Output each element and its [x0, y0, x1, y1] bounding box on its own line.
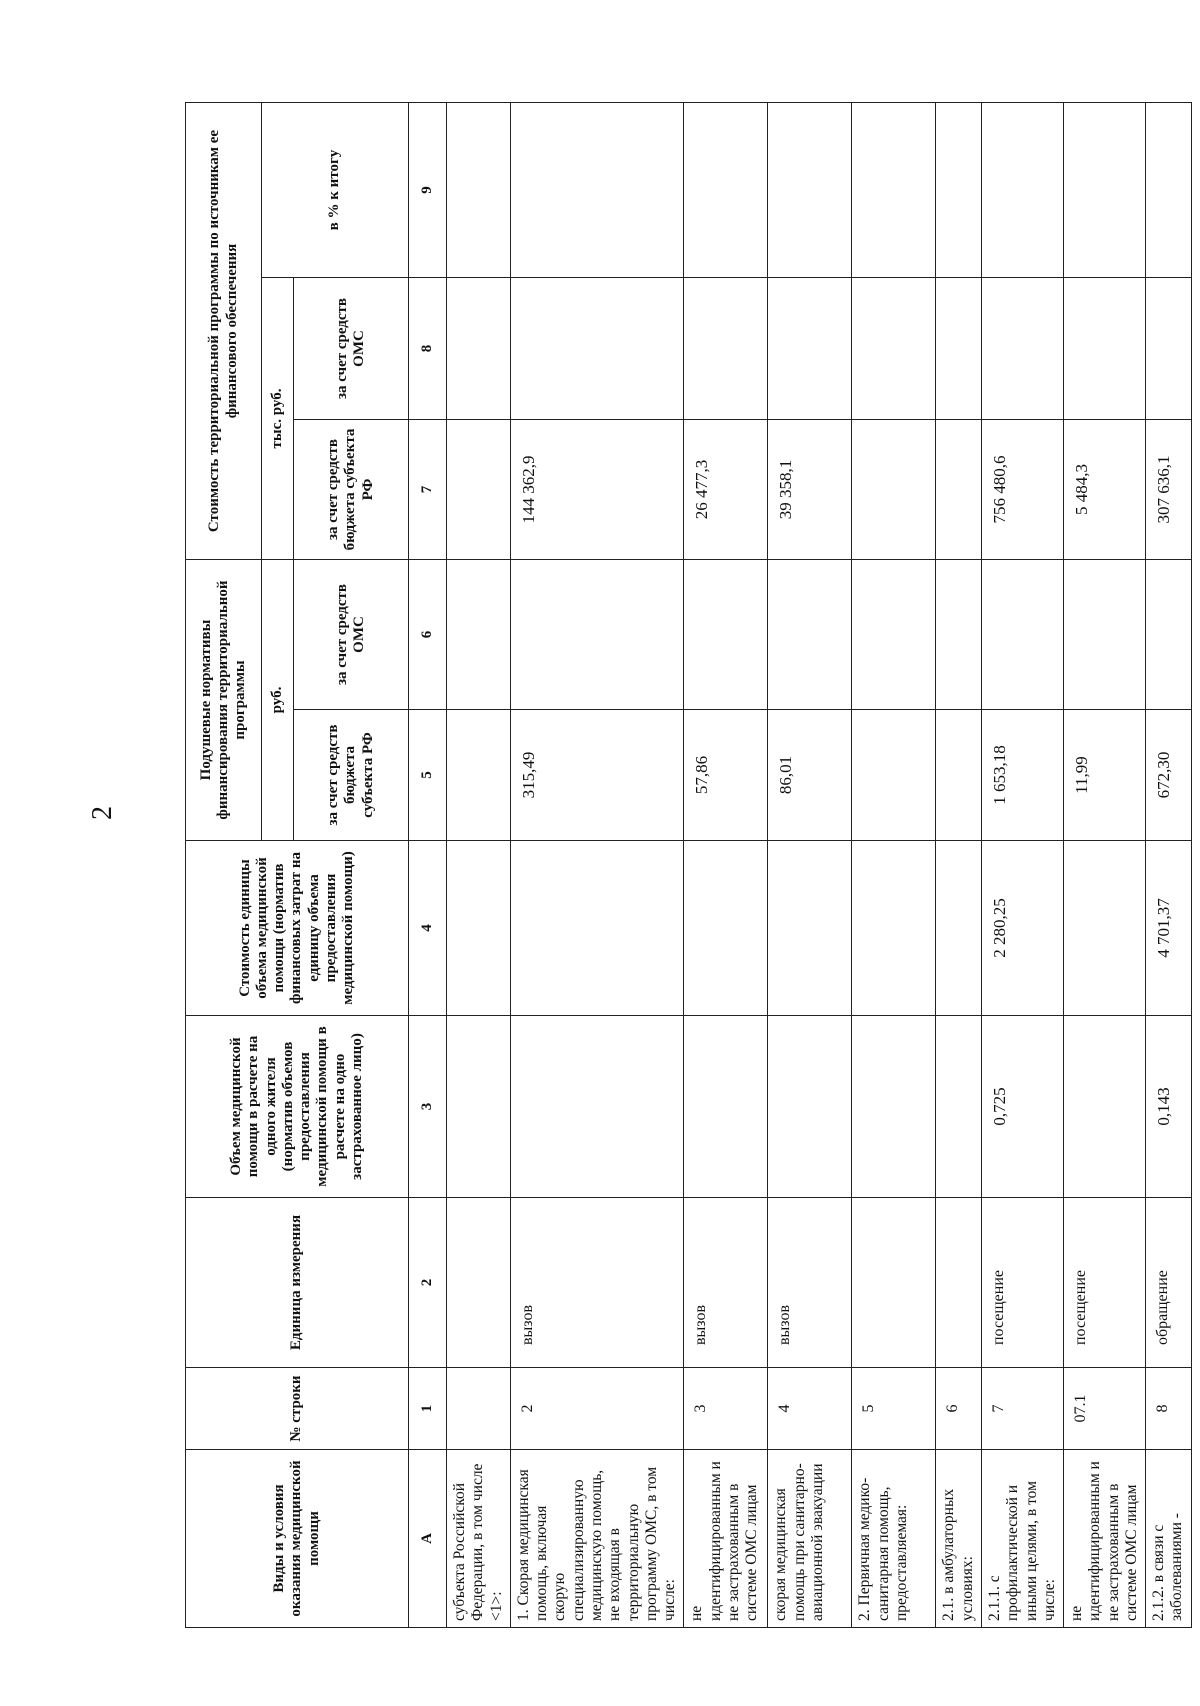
row-cp-oms — [684, 278, 768, 420]
row-unit: вызов — [684, 1198, 768, 1368]
row-cp-budget: 144 362,9 — [510, 420, 684, 560]
colnum: 8 — [409, 278, 447, 420]
row-cost — [510, 841, 684, 1016]
row-pc-oms — [852, 560, 936, 710]
row-name: не идентифицированным и не застрахованным в системе ОМС лицам — [1064, 1450, 1146, 1628]
row-cost: 4 701,37 — [1146, 841, 1192, 1016]
row-unit: посещение — [981, 1198, 1063, 1368]
row-no: 3 — [684, 1368, 768, 1450]
row-cp-budget: 756 480,6 — [981, 420, 1063, 560]
row-cp-budget: 39 358,1 — [768, 420, 852, 560]
colnum: 4 — [409, 841, 447, 1016]
row-cp-oms — [447, 278, 511, 420]
header-cost-unit: Стоимость единицы объема медицинской помощи (норматив финансовых затрат на единицу объема предоставления медицинской помощи) — [186, 841, 409, 1016]
table-row — [981, 103, 1063, 1628]
row-unit: вызов — [510, 1198, 684, 1368]
row-unit — [936, 1198, 982, 1368]
row-no: 8 — [1146, 1368, 1192, 1450]
header-cost-program: Стоимость территориальной программы по источникам ее финансового обеспечения — [186, 103, 262, 560]
row-volume — [852, 1016, 936, 1198]
row-pct — [852, 103, 936, 278]
row-cp-budget: 5 484,3 — [1064, 420, 1146, 560]
row-name: 2. Первичная медико-санитарная помощь, предоставляемая: — [852, 1450, 936, 1628]
row-volume — [510, 1016, 684, 1198]
colnum: 6 — [409, 560, 447, 710]
row-cp-budget — [852, 420, 936, 560]
row-cp-oms — [1064, 278, 1146, 420]
row-name: 2.1.2. в связи с заболеваниями - — [1146, 1450, 1192, 1628]
row-unit — [852, 1198, 936, 1368]
header-cost-program-unit: тыс. руб. — [262, 278, 294, 560]
row-volume: 0,725 — [981, 1016, 1063, 1198]
row-cost — [852, 841, 936, 1016]
row-pc-oms — [768, 560, 852, 710]
row-no: 4 — [768, 1368, 852, 1450]
row-pct — [981, 103, 1063, 278]
row-cost: 2 280,25 — [981, 841, 1063, 1016]
colnum: 1 — [409, 1368, 447, 1450]
row-pc-oms — [684, 560, 768, 710]
table-row — [768, 103, 852, 1628]
row-no: 6 — [936, 1368, 982, 1450]
colnum: 3 — [409, 1016, 447, 1198]
header-row-no: № строки — [186, 1368, 409, 1450]
row-cp-budget — [447, 420, 511, 560]
row-volume — [936, 1016, 982, 1198]
row-pct — [510, 103, 684, 278]
row-volume: 0,143 — [1146, 1016, 1192, 1198]
row-cp-oms — [510, 278, 684, 420]
row-name: 2.1. в амбулаторных условиях: — [936, 1450, 982, 1628]
table-row — [936, 103, 982, 1628]
row-no: 07.1 — [1064, 1368, 1146, 1450]
row-pc-oms — [1146, 560, 1192, 710]
row-pc-budget — [936, 710, 982, 841]
row-pc-budget: 1 653,18 — [981, 710, 1063, 841]
table-row — [852, 103, 936, 1628]
header-percent: в % к итогу — [262, 103, 409, 278]
row-cp-budget — [936, 420, 982, 560]
table-row — [1064, 103, 1146, 1628]
table-row — [447, 103, 511, 1628]
header-unit: Единица измерения — [186, 1198, 409, 1368]
row-cost — [447, 841, 511, 1016]
row-pc-oms — [510, 560, 684, 710]
colnum: 2 — [409, 1198, 447, 1368]
header-cp-oms: за счет средств ОМС — [294, 278, 409, 420]
row-cp-oms — [768, 278, 852, 420]
colnum: 7 — [409, 420, 447, 560]
row-cost — [936, 841, 982, 1016]
row-cp-oms — [1146, 278, 1192, 420]
row-pct — [936, 103, 982, 278]
rotated-table-container — [185, 103, 1186, 1628]
row-volume — [768, 1016, 852, 1198]
row-cp-oms — [981, 278, 1063, 420]
row-pc-budget: 672,30 — [1146, 710, 1192, 841]
row-pc-oms — [1064, 560, 1146, 710]
row-pc-budget: 86,01 — [768, 710, 852, 841]
row-pct — [447, 103, 511, 278]
row-volume — [684, 1016, 768, 1198]
row-pc-oms — [447, 560, 511, 710]
row-cp-oms — [852, 278, 936, 420]
row-no: 2 — [510, 1368, 684, 1450]
colnum: 9 — [409, 103, 447, 278]
header-pc-oms: за счет средств ОМС — [294, 560, 409, 710]
row-unit: вызов — [768, 1198, 852, 1368]
row-no: 5 — [852, 1368, 936, 1450]
row-pct — [1146, 103, 1192, 278]
row-pc-budget — [447, 710, 511, 841]
table-row — [684, 103, 768, 1628]
row-name: 1. Скорая медицинская помощь, включая скорую специализированную медицинскую помощь, не входящая в территориальную программу ОМС, в том числе: — [510, 1450, 684, 1628]
row-name: не идентифицированным и не застрахованным в системе ОМС лицам — [684, 1450, 768, 1628]
row-name: субъекта Российской Федерации, в том числе <1>: — [447, 1450, 511, 1628]
row-cp-oms — [936, 278, 982, 420]
header-per-capita: Подушевые нормативы финансирования территориальной программы — [186, 560, 262, 841]
row-pct — [1064, 103, 1146, 278]
header-types: Виды и условия оказания медицинской помощи — [186, 1450, 409, 1628]
row-unit: посещение — [1064, 1198, 1146, 1368]
row-pc-budget — [852, 710, 936, 841]
row-pct — [768, 103, 852, 278]
header-cp-budget: за счет средств бюджета субъекта РФ — [294, 420, 409, 560]
row-pct — [684, 103, 768, 278]
row-unit: обращение — [1146, 1198, 1192, 1368]
header-volume: Объем медицинской помощи в расчете на одного жителя (норматив объемов предоставления медицинской помощи в расчете на одно застрахованное лицо) — [186, 1016, 409, 1198]
row-name: скорая медицинская помощь при санитарно-авиационной эвакуации — [768, 1450, 852, 1628]
colnum: А — [409, 1450, 447, 1628]
row-cost — [768, 841, 852, 1016]
table-row — [1146, 103, 1192, 1628]
row-cp-budget: 307 636,1 — [1146, 420, 1192, 560]
medical-care-table — [185, 102, 1192, 1628]
header-pc-budget: за счет средств бюджета субъекта РФ — [294, 710, 409, 841]
row-cost — [684, 841, 768, 1016]
header-per-capita-unit: руб. — [262, 560, 294, 841]
row-name: 2.1.1. с профилактической и иными целями, в том числе: — [981, 1450, 1063, 1628]
row-pc-oms — [981, 560, 1063, 710]
row-pc-budget: 57,86 — [684, 710, 768, 841]
row-pc-oms — [936, 560, 982, 710]
colnum: 5 — [409, 710, 447, 841]
row-no — [447, 1368, 511, 1450]
row-volume — [1064, 1016, 1146, 1198]
table-row — [510, 103, 684, 1628]
row-no: 7 — [981, 1368, 1063, 1450]
column-numbers-row — [409, 103, 447, 1628]
row-pc-budget: 11,99 — [1064, 710, 1146, 841]
row-cp-budget: 26 477,3 — [684, 420, 768, 560]
page-number: 2 — [87, 806, 118, 820]
row-unit — [447, 1198, 511, 1368]
row-pc-budget: 315,49 — [510, 710, 684, 841]
row-cost — [1064, 841, 1146, 1016]
row-volume — [447, 1016, 511, 1198]
